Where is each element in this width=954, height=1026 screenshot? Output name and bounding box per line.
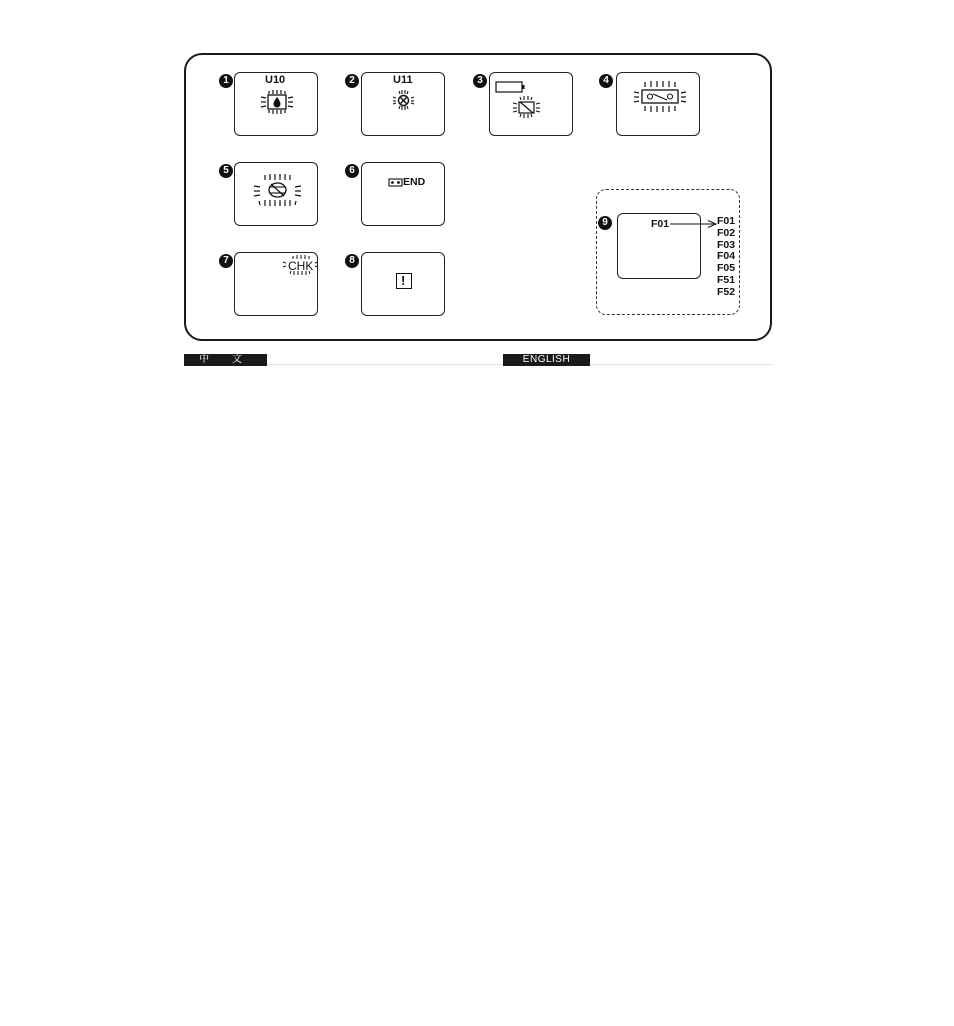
chk-label: CHK xyxy=(288,259,314,273)
fault-code-list xyxy=(717,216,735,299)
marker-4: 4 xyxy=(599,74,613,88)
fault-code-item: F04 xyxy=(717,250,736,263)
water-drop-icon xyxy=(235,73,319,137)
fault-code-item: F52 xyxy=(717,285,736,298)
cassette-icon xyxy=(617,73,701,137)
marker-3: 3 xyxy=(473,74,487,88)
marker-5: 5 xyxy=(219,164,233,178)
tape-icon xyxy=(362,163,446,227)
screen-panel-1 xyxy=(234,72,318,136)
fault-code-item: F01 xyxy=(717,215,736,227)
fault-code-item: F03 xyxy=(717,238,736,251)
battery-and-cassette-icon xyxy=(490,73,574,137)
screen-panel-2 xyxy=(361,72,445,136)
panel-9-code: F01 xyxy=(651,218,670,230)
screen-panel-4 xyxy=(616,72,700,136)
marker-2: 2 xyxy=(345,74,359,88)
screen-panel-3 xyxy=(489,72,573,136)
tab-underline xyxy=(184,364,772,365)
fault-code-item: F51 xyxy=(717,273,736,286)
panel-1-code: U10 xyxy=(265,74,286,86)
marker-7: 7 xyxy=(219,254,233,268)
warning-exclamation: ! xyxy=(401,273,406,288)
screen-panel-6 xyxy=(361,162,445,226)
panel-2-code: U11 xyxy=(393,74,413,86)
blocked-circle-icon xyxy=(362,73,446,137)
marker-8: 8 xyxy=(345,254,359,268)
marker-9: 9 xyxy=(598,216,612,230)
fault-code-item: F05 xyxy=(717,262,736,275)
screen-panel-7 xyxy=(234,252,318,316)
tape-end-label: END xyxy=(403,176,426,188)
fault-code-item: F02 xyxy=(717,226,736,239)
screen-panel-5 xyxy=(234,162,318,226)
tab-chinese: 中 文 xyxy=(184,354,267,366)
arrow-icon xyxy=(670,219,718,229)
tab-english: ENGLISH xyxy=(503,354,590,366)
marker-1: 1 xyxy=(219,74,233,88)
marker-6: 6 xyxy=(345,164,359,178)
screen-panel-8 xyxy=(361,252,445,316)
head-clog-icon xyxy=(235,163,319,227)
